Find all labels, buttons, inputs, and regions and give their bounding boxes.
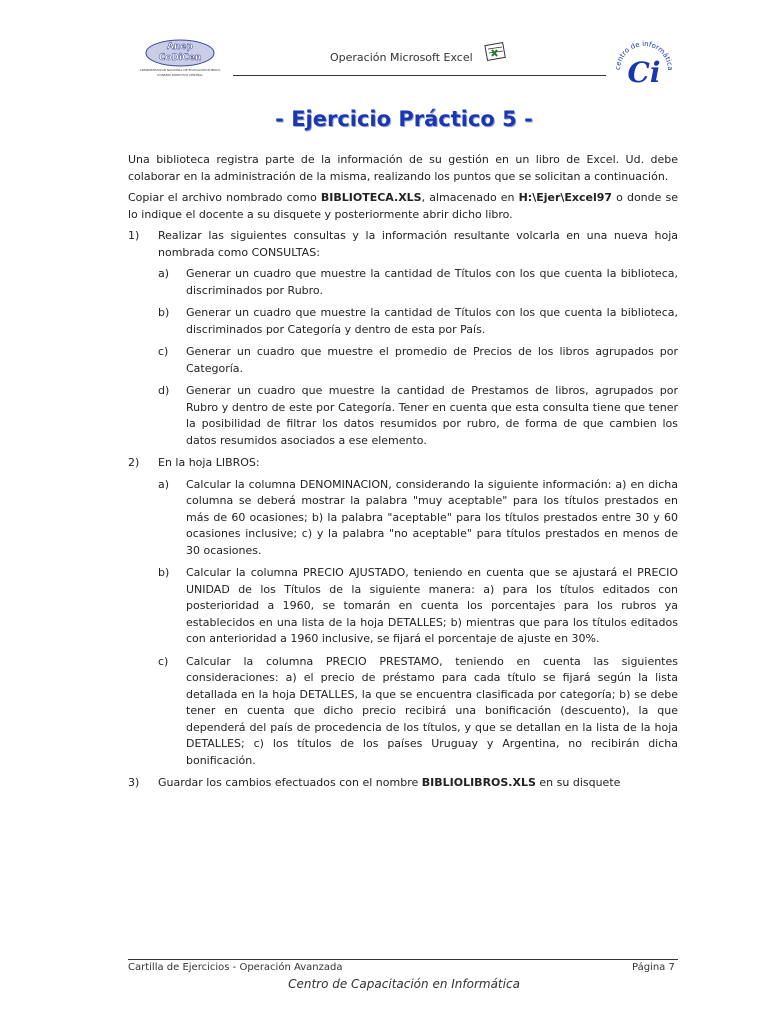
sub-item-text: Calcular la columna PRECIO AJUSTADO, teniendo en cuenta que se ajustará el PRECIO UNIDAD de los Títulos de la siguiente manera: a) para los títulos editados con posterioridad a 1960, se tomarán en cuenta los porcentajes para los rubros ya establecidos en una lista de la hoja DETALLES; b) mientras que para los títulos editados con anterioridad a 1960 inclusive, se fijará el porcentaje de ajuste en 30%. — [186, 566, 678, 645]
footer-center-text: Centro de Capacitación en Informática — [288, 977, 520, 991]
footer-rule — [128, 959, 678, 960]
logo-subtext-2: CONSEJO DIRECTIVO CENTRAL — [157, 73, 203, 77]
logo-text-anep: Anep — [167, 42, 193, 52]
excel-icon — [484, 40, 508, 66]
page-title: - Ejercicio Práctico 5 - — [275, 107, 533, 131]
item-text-post: en su disquete — [535, 776, 621, 789]
output-filename: BIBLIOLIBROS.XLS — [421, 776, 536, 789]
list-item-3 — [128, 775, 678, 792]
header-title: Operación Microsoft Excel — [330, 51, 473, 64]
sub-item-letter: c) — [158, 654, 169, 668]
list-item-2 — [128, 455, 678, 472]
copy-text-post: o donde se lo indique el docente a su disquete y posteriormente abrir dicho libro. — [128, 191, 678, 221]
sub-item-2c — [128, 654, 678, 770]
intro-paragraph: Una biblioteca registra parte de la información de su gestión en un libro de Excel. Ud. debe colaborar en la administración de la misma, realizando los puntos que se solicitan a continuación. — [128, 153, 678, 183]
sub-item-2b — [128, 565, 678, 648]
sub-item-text: Calcular la columna PRECIO PRESTAMO, teniendo en cuenta las siguientes consideraciones: a) el precio de préstamo para cada título se fijará según la lista detallada en la hoja DETALLES, la que se encuentra clasificada por categoría; b) se debe tener en cuenta que dicho precio recibirá una bonificación (descuento), la que dependerá del país de procedencia de los títulos, y que se detallan en la lista de la hoja DETALLES; c) los títulos de los países Uruguay y Argentina, no recibirán dicha bonificación. — [186, 654, 678, 767]
copy-text-pre: Copiar el archivo nombrado como — [128, 191, 321, 204]
source-filename: BIBLIOTECA.XLS — [320, 191, 422, 204]
footer-left-text: Cartilla de Ejercicios - Operación Avanzada — [128, 962, 343, 973]
header-rule — [233, 75, 606, 76]
logo-arc-text: centro de informática — [613, 39, 675, 71]
sub-item-1c — [128, 344, 678, 377]
sub-item-text: Generar un cuadro que muestre la cantidad de Prestamos de libros, agrupados por Rubro y dentro de este por Categoría. Tener en cuenta que esta consulta tiene que tener la posibilidad de filtrar los datos resumidos por rubro, de forma de que cambien los datos resumidos asociados a ese elemento. — [186, 384, 678, 447]
page-number: Página 7 — [632, 962, 675, 973]
sub-item-2a — [128, 477, 678, 560]
sub-item-text: Calcular la columna DENOMINACION, considerando la siguiente información: a) en dicha columna se deberá mostrar la palabra "muy aceptable" para los títulos prestados en más de 60 ocasiones; b) la palabra "aceptable" para los títulos prestados entre 30 y 60 ocasiones inclusive; c) y la palabra "no aceptable" para títulos prestados en menos de 30 ocasiones. — [186, 477, 678, 557]
source-path: H:\Ejer\Excel97 — [518, 191, 613, 204]
document-body — [128, 152, 678, 797]
copy-paragraph — [128, 190, 678, 223]
sub-item-letter: a) — [158, 477, 170, 491]
anep-codicen-logo — [130, 38, 230, 84]
item-text: Realizar las siguientes consultas y la información resultante volcarla en una nueva hoja nombrada como CONSULTAS: — [158, 229, 678, 259]
sub-item-letter: b) — [158, 566, 170, 579]
item-number: 3) — [128, 776, 140, 789]
list-item-1 — [128, 228, 678, 261]
sub-item-text: Generar un cuadro que muestre la cantidad de Títulos con los que cuenta la biblioteca, discriminados por Categoría y dentro de esta por País. — [186, 306, 678, 336]
sub-item-1d — [128, 383, 678, 449]
item-text: En la hoja LIBROS: — [158, 456, 260, 469]
logo-text-codicen: CoDiCen — [158, 53, 202, 63]
centro-informatica-logo — [612, 30, 676, 104]
sub-item-1a — [128, 266, 678, 299]
logo-ci-mark: Ci — [627, 56, 661, 89]
sub-item-letter: b) — [158, 306, 170, 319]
item-number: 2) — [128, 456, 140, 469]
sub-item-text: Generar un cuadro que muestre el promedio de Precios de los libros agrupados por Categoría. — [186, 345, 678, 375]
logo-subtext-1: ADMINISTRACIÓN NACIONAL DE EDUCACIÓN PÚBLICA — [139, 68, 221, 72]
item-text-pre: Guardar los cambios efectuados con el nombre — [158, 776, 422, 789]
copy-text-mid: , almacenado en — [421, 191, 519, 204]
sub-item-text: Generar un cuadro que muestre la cantidad de Títulos con los que cuenta la biblioteca, discriminados por Rubro. — [186, 267, 678, 297]
sub-item-1b — [128, 305, 678, 338]
sub-item-letter: a) — [158, 267, 170, 280]
sub-item-letter: c) — [158, 345, 169, 358]
sub-item-letter: d) — [158, 384, 170, 397]
item-number: 1) — [128, 229, 140, 242]
